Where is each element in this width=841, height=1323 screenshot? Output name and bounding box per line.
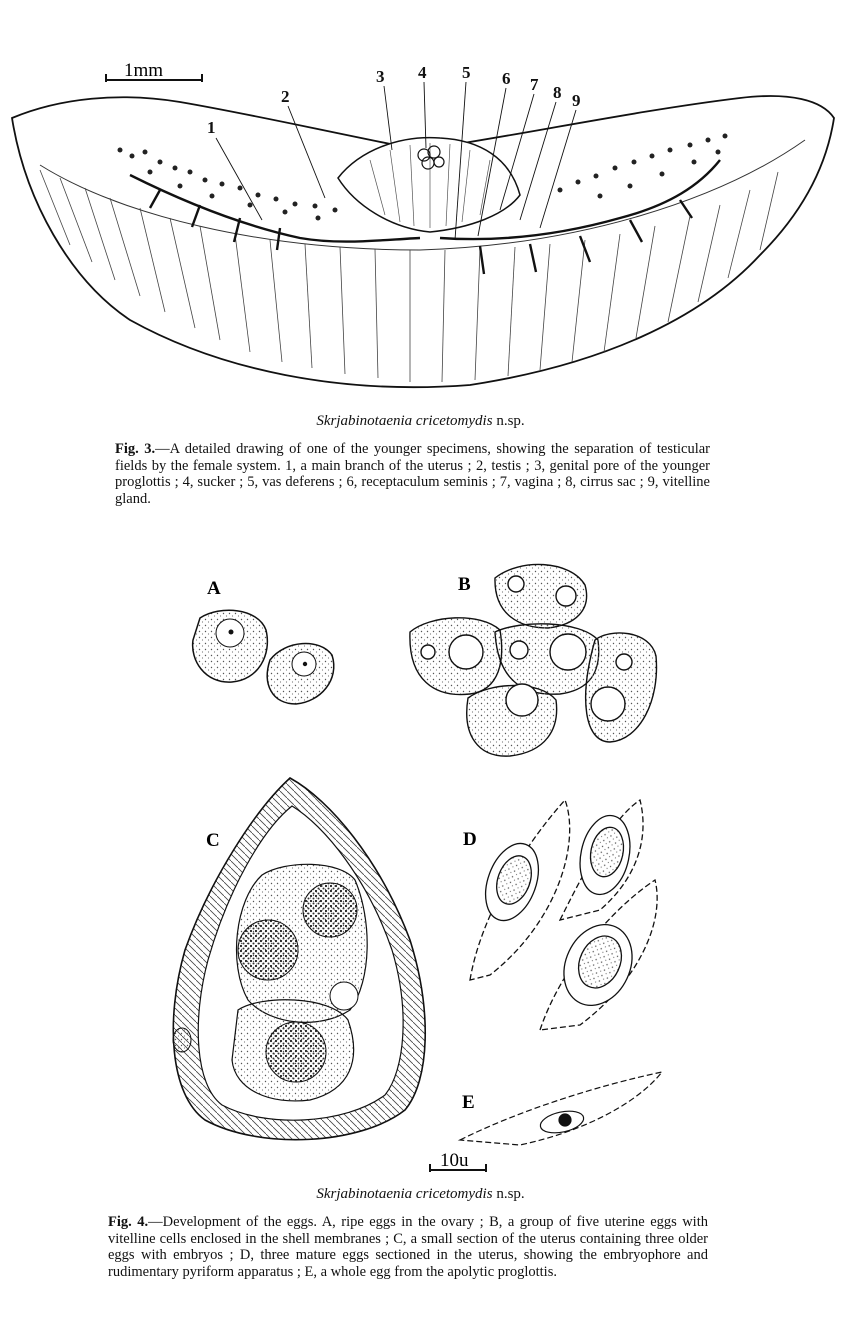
- fig4-scale-label: 10u: [440, 1150, 469, 1171]
- panel-b-egg-cluster: [410, 564, 657, 756]
- fig4-drawing: [0, 555, 841, 1185]
- fig3-caption-label: Fig. 3.: [115, 441, 156, 457]
- fig4-caption-label: Fig. 4.: [108, 1214, 149, 1230]
- fig3-scale-bar: [106, 60, 202, 82]
- fig4-species-suffix: n.sp.: [496, 1186, 525, 1202]
- fig4-species-name: Skrjabinotaenia cricetomydis: [316, 1186, 493, 1202]
- panel-e-whole-egg: [460, 1072, 662, 1145]
- fig3-scale-label: 1mm: [124, 60, 164, 81]
- panel-a-eggs: [193, 610, 334, 704]
- fig3-caption-text: —A detailed drawing of one of the younger specimens, showing the separation of testicular fields by the female system. 1, a main branch of the uterus ; 2, testis ; 3, genital pore of the younger proglottis ; 4, sucker ; 5, vas deferens ; 6, receptaculum seminis ; 7, vagina ; 8, cirrus sac ; 9, vitelline gland.: [115, 441, 710, 507]
- fig3-drawing: [0, 40, 841, 400]
- fig4-panel-b-label: B: [458, 574, 471, 595]
- fig3-label-2: 2: [281, 87, 290, 106]
- fig4-scale-bar: [430, 1150, 486, 1172]
- fig3-caption: [115, 441, 710, 507]
- fig4-species-title: [0, 1186, 841, 1203]
- fig4-panel-e-label: E: [462, 1092, 475, 1113]
- fig3-species-suffix: n.sp.: [496, 413, 525, 429]
- fig3-label-8: 8: [553, 83, 562, 102]
- fig3-label-4: 4: [418, 63, 427, 82]
- fig3-species-title: [0, 413, 841, 430]
- fig3-label-7: 7: [530, 75, 539, 94]
- fig3-label-6: 6: [502, 69, 511, 88]
- panel-d-mature-eggs: [470, 800, 657, 1030]
- fig4-panel-a-label: A: [207, 578, 221, 599]
- fig3-label-1: 1: [207, 118, 216, 137]
- fig3-label-3: 3: [376, 67, 385, 86]
- fig4-panel-c-label: C: [206, 830, 220, 851]
- fig3-label-5: 5: [462, 63, 471, 82]
- fig4-caption: [108, 1214, 708, 1280]
- fig4-panel-d-label: D: [463, 829, 477, 850]
- fig3-label-9: 9: [572, 91, 581, 110]
- fig3-species-name: Skrjabinotaenia cricetomydis: [316, 413, 493, 429]
- fig4-caption-text: —Development of the eggs. A, ripe eggs in the ovary ; B, a group of five uterine eggs with vitelline cells enclosed in the shell membranes ; C, a small section of the uterus containing three older eggs with embryos ; D, three mature eggs sectioned in the uterus, showing the embryophore and rudimentary pyriform apparatus ; E, a whole egg from the apolytic proglottis.: [108, 1214, 708, 1280]
